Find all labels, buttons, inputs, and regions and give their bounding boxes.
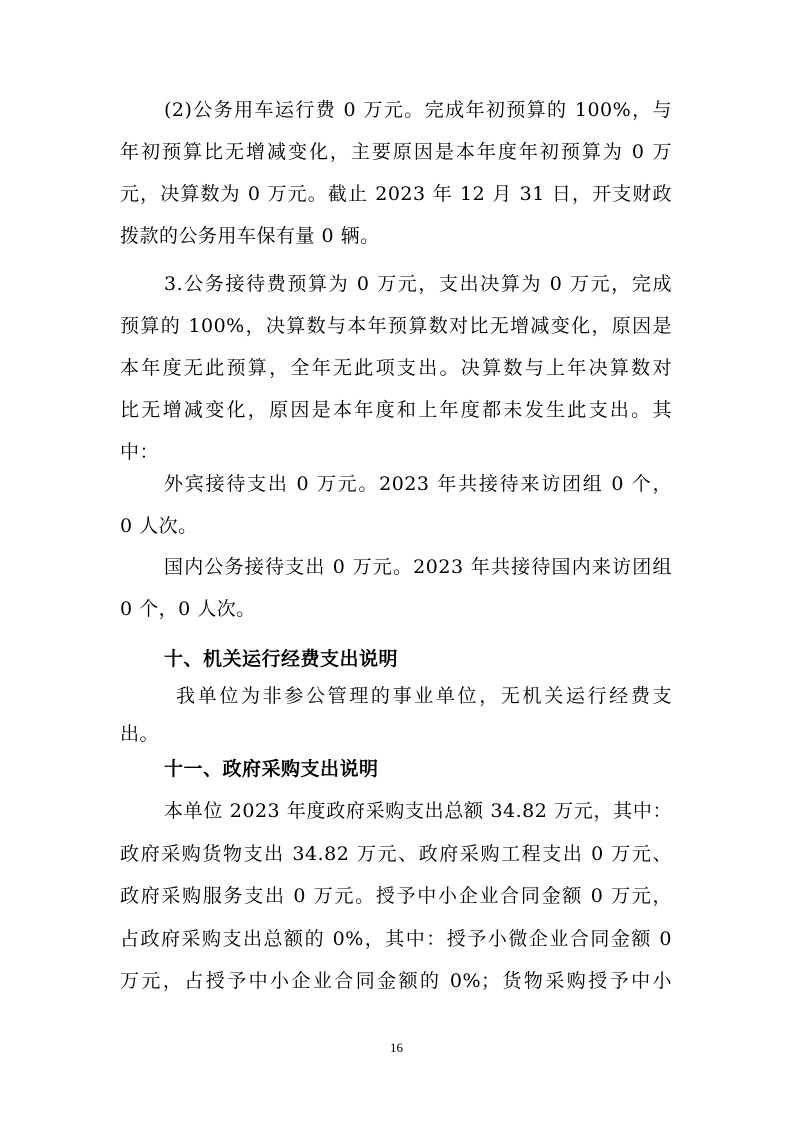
paragraph-line: 元，决算数为 0 万元。截止 2023 年 12 月 31 日，开支财政	[120, 183, 672, 205]
paragraph-line: 0 人次。	[120, 515, 198, 537]
paragraph-line: 我单位为非参公管理的事业单位，无机关运行经费支	[176, 685, 672, 707]
section-heading: 十一、政府采购支出说明	[164, 758, 379, 780]
paragraph-line: 本年度无此预算，全年无此项支出。决算数与上年决算数对	[120, 357, 672, 379]
paragraph-line: 比无增减变化，原因是本年度和上年度都未发生此支出。其	[120, 399, 672, 421]
paragraph-line: 万元，占授予中小企业合同金额的 0%；货物采购授予中小	[120, 970, 672, 992]
paragraph-line: 政府采购服务支出 0 万元。授予中小企业合同金额 0 万元，	[120, 885, 672, 907]
paragraph-line: 占政府采购支出总额的 0%，其中：授予小微企业合同金额 0	[120, 928, 672, 950]
paragraph-line: 预算的 100%，决算数与本年预算数对比无增减变化，原因是	[120, 315, 672, 337]
paragraph-line: 拨款的公务用车保有量 0 辆。	[120, 225, 380, 247]
paragraph-line: 外宾接待支出 0 万元。2023 年共接待来访团组 0 个，	[164, 473, 672, 495]
paragraph-line: 3.公务接待费预算为 0 万元，支出决算为 0 万元，完成	[164, 273, 672, 295]
paragraph-line: 本单位 2023 年度政府采购支出总额 34.82 万元，其中：	[164, 800, 672, 822]
page-number: 16	[390, 1040, 403, 1055]
paragraph-line: 国内公务接待支出 0 万元。2023 年共接待国内来访团组	[164, 556, 672, 578]
paragraph-line: 出。	[120, 723, 160, 745]
section-heading: 十、机关运行经费支出说明	[164, 648, 399, 670]
paragraph-line: 0 个，0 人次。	[120, 598, 256, 620]
paragraph-line: (2)公务用车运行费 0 万元。完成年初预算的 100%，与	[164, 99, 672, 121]
paragraph-line: 年初预算比无增减变化，主要原因是本年度年初预算为 0 万	[120, 141, 672, 163]
paragraph-line: 中：	[120, 441, 160, 463]
paragraph-line: 政府采购货物支出 34.82 万元、政府采购工程支出 0 万元、	[120, 843, 672, 865]
